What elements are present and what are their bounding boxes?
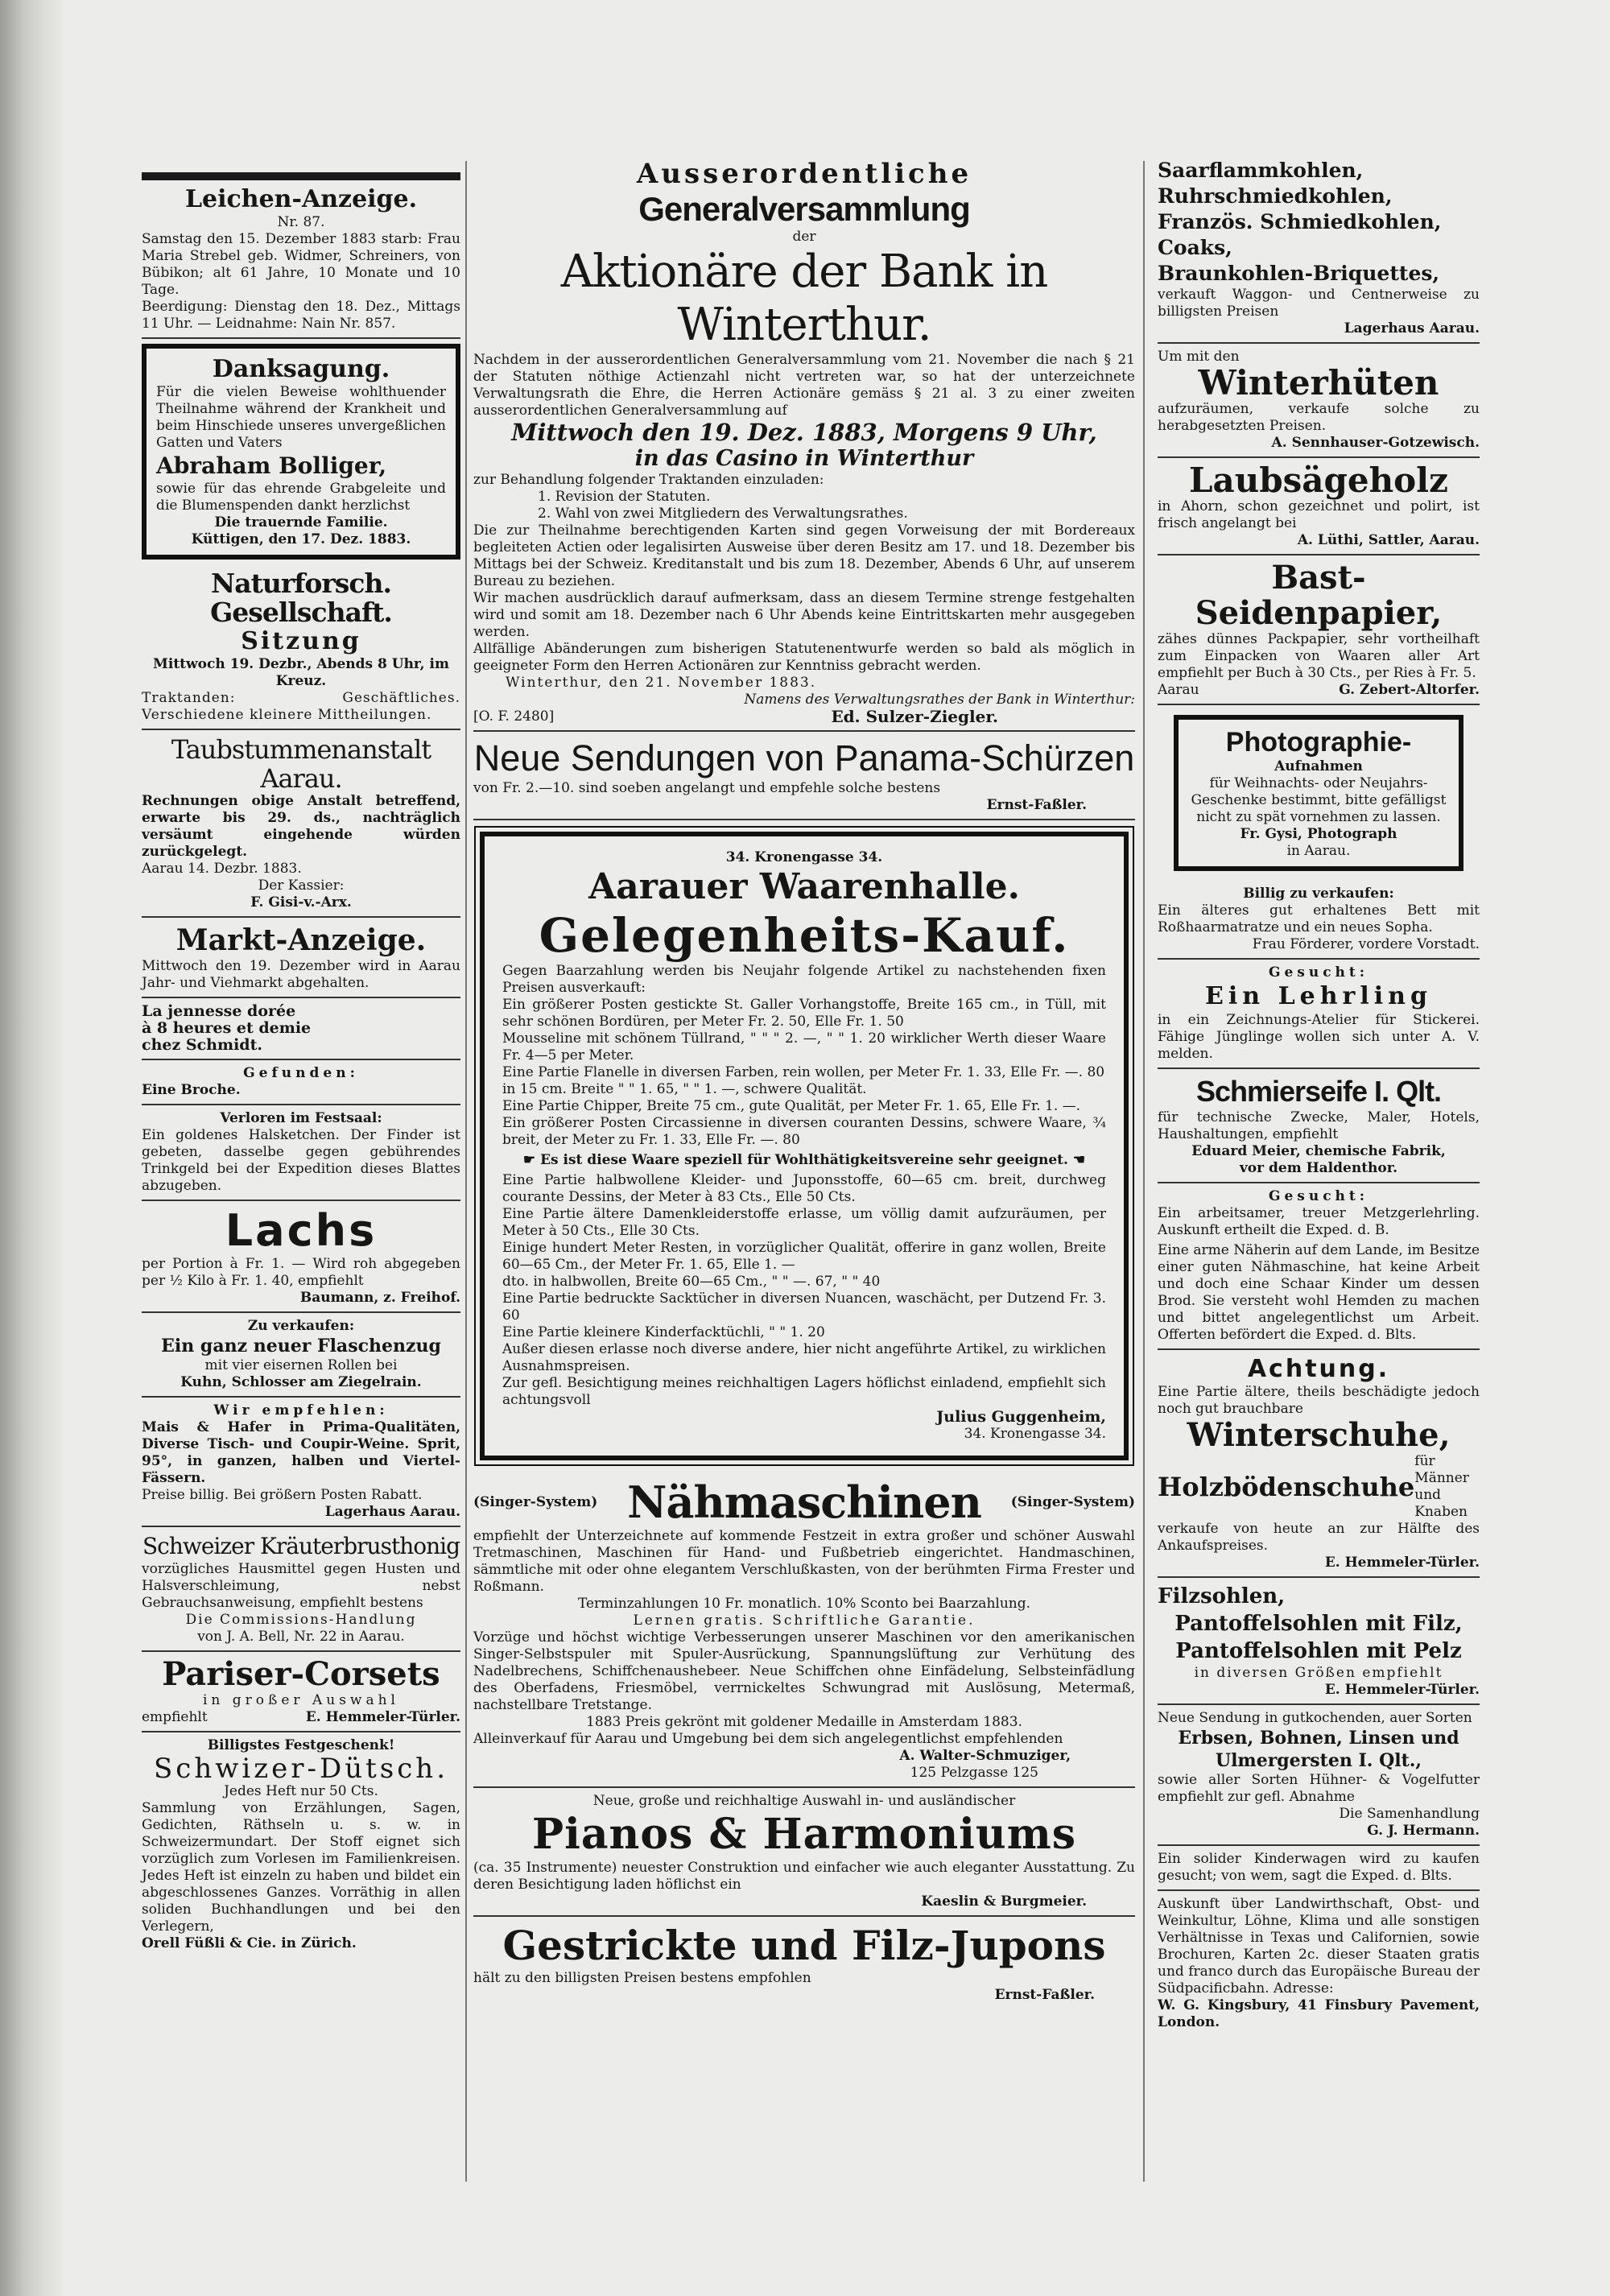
ad-text: Eine Partie ältere, theils beschädigte jedoch noch gut brauchbare bbox=[1158, 1384, 1480, 1417]
ad-signature: Baumann, z. Freihof. bbox=[299, 1290, 460, 1306]
ad-text: der bbox=[792, 229, 816, 245]
ad-jeunesse bbox=[142, 998, 460, 1060]
ad-title: Gesucht: bbox=[1268, 1188, 1369, 1204]
ad-address: 125 Pelzgasse 125 bbox=[910, 1765, 1038, 1781]
ad-tag: (Singer-System) bbox=[1010, 1493, 1135, 1510]
ad-signature: Kaeslin & Burgmeier. bbox=[921, 1893, 1087, 1910]
ad-role: Die Samenhandlung bbox=[1339, 1806, 1480, 1822]
heavy-rule bbox=[142, 172, 460, 180]
ad-place: Aarau bbox=[1158, 682, 1199, 698]
ad-schwizer-duetsch bbox=[142, 1732, 460, 1957]
ad-headline: Ein Lehrling bbox=[1205, 982, 1432, 1010]
ad-headline: Filzsohlen, bbox=[1158, 1584, 1286, 1608]
ad-text: für Männer und Knaben bbox=[1414, 1453, 1469, 1520]
ad-text: mit vier eisernen Rollen bei bbox=[204, 1357, 398, 1373]
ad-address: vor dem Haldenthor. bbox=[1239, 1160, 1398, 1176]
offer-line: Einige hundert Meter Resten, in vorzüglicher Qualität, offerire in ganz wollen, Breite 60—65 Cm., der Meter Fr. 1. 65, Elle 1. — bbox=[502, 1240, 1106, 1273]
ad-signature: G. J. Hermann. bbox=[1367, 1823, 1480, 1839]
ad-text: empfiehlt bbox=[142, 1709, 208, 1725]
ad-address: 34. Kronengasse 34. bbox=[725, 849, 883, 865]
ad-date: in das Casino in Winterthur bbox=[634, 446, 974, 471]
ad-signature: Lagerhaus Aarau. bbox=[324, 1504, 460, 1520]
ad-signature: Ed. Sulzer-Ziegler. bbox=[831, 707, 998, 726]
ad-number: Nr. 87. bbox=[277, 214, 325, 230]
ad-text: Ein arbeitsamer, treuer Metzgerlehrling. Auskunft ertheilt die Exped. d. B. bbox=[1158, 1205, 1480, 1238]
offer-line: Ein größerer Posten Circassienne in diversen couranten Dessins, schwere Waare, ¾ breit, der Meter zu Fr. 1. 33, Elle Fr. —. 80 bbox=[502, 1115, 1106, 1148]
ad-title: Photographie- bbox=[1225, 727, 1412, 758]
ad-winterhueten bbox=[1158, 344, 1480, 458]
ad-photographie bbox=[1174, 715, 1463, 871]
ad-signature: Kuhn, Schlosser am Ziegelrain. bbox=[180, 1374, 422, 1390]
ad-date: Mittwoch den 19. Dez. 1883, Morgens 9 Uhr, bbox=[511, 419, 1097, 446]
ad-text: Wir machen ausdrücklich darauf aufmerksam, dass an diesem Termine strenge festgehalten wird und somit am 18. Dezember nach 6 Uhr Abends keine Eintrittskarten mehr ausgegeben werden. bbox=[473, 590, 1135, 640]
ad-signature: F. Gisi-v.-Arx. bbox=[250, 894, 352, 911]
ad-title: Billigstes Festgeschenk! bbox=[207, 1737, 395, 1753]
ad-role: Der Kassier: bbox=[258, 878, 345, 894]
ad-text: Ein solider Kinderwagen wird zu kaufen gesucht; von wem, sagt die Exped. d. Blts. bbox=[1158, 1851, 1480, 1884]
ad-code: [O. F. 2480] bbox=[473, 708, 555, 725]
ad-panama bbox=[473, 732, 1135, 820]
ad-signature: A. Walter-Schmuziger, bbox=[899, 1748, 1071, 1764]
ad-gefunden bbox=[142, 1060, 460, 1105]
ad-markt bbox=[142, 918, 460, 998]
ad-title: Leichen-Anzeige. bbox=[184, 185, 418, 213]
ad-title: Gefunden: bbox=[243, 1065, 359, 1081]
offer-list bbox=[502, 997, 1106, 1149]
right-column bbox=[1158, 153, 1480, 2036]
ad-lagerhaus bbox=[142, 1398, 460, 1527]
ad-list-item: 2. Wahl von zwei Mitgliedern des Verwaltungsrathes. bbox=[538, 506, 908, 522]
ad-title: Generalversammlung bbox=[638, 190, 970, 228]
ad-headline: Schwizer-Dütsch. bbox=[154, 1753, 448, 1785]
column-rule bbox=[1143, 161, 1145, 2182]
ad-kohlen bbox=[1158, 153, 1480, 344]
ad-title: Pianos & Harmoniums bbox=[531, 1810, 1077, 1859]
ad-pianos bbox=[473, 1788, 1135, 1917]
ad-headline: Pantoffelsohlen mit Pelz bbox=[1175, 1639, 1462, 1663]
center-column bbox=[473, 153, 1135, 2009]
ad-text: verkauft Waggon- und Centnerweise zu billigsten Preisen bbox=[1158, 287, 1480, 320]
ad-corsets bbox=[142, 1652, 460, 1732]
offer-line: Eine Partie halbwollene Kleider- und Juponsstoffe, 60—65 cm. breit, durchweg courante Dessins, der Meter à 83 Cts., Elle 50 Cts. bbox=[502, 1172, 1106, 1205]
ad-naehmaschinen bbox=[473, 1472, 1135, 1788]
ad-signature: Julius Guggenheim, bbox=[936, 1408, 1106, 1426]
ad-bast-seidenpapier bbox=[1158, 555, 1480, 705]
ad-headline: Erbsen, Bohnen, Linsen und bbox=[1178, 1728, 1459, 1749]
offer-line: Eine Partie kleinere Kinderfacktüchli, " " 1. 20 bbox=[502, 1324, 825, 1340]
ad-title: Schweizer Kräuterbrusthonig bbox=[142, 1533, 460, 1559]
ad-place-date: Aarau 14. Dezbr. 1883. bbox=[142, 861, 302, 877]
ad-title: Schmierseife I. Qlt. bbox=[1195, 1075, 1442, 1108]
ad-signature: E. Hemmeler-Türler. bbox=[1324, 1682, 1480, 1698]
ad-title: Aktionäre der Bank in Winterthur. bbox=[560, 246, 1048, 351]
ad-text: Neue Sendung in gutkochenden, auer Sorten bbox=[1158, 1710, 1472, 1726]
ad-signature: von J. A. Bell, Nr. 22 in Aarau. bbox=[197, 1629, 405, 1645]
ad-title: Markt-Anzeige. bbox=[175, 923, 427, 957]
ad-price: Jedes Heft nur 50 Cts. bbox=[224, 1783, 378, 1799]
ad-text: in Ahorn, schon gezeichnet und polirt, ist frisch angelangt bei bbox=[1158, 498, 1480, 531]
ad-list-item: Braunkohlen-Briquettes, bbox=[1158, 262, 1440, 285]
ad-text: Die zur Theilnahme berechtigenden Karten sind gegen Vorweisung der mit Bordereaux begleiteten Actien oder legalisirten Ausweise über deren Besitz am 17. und 18. Dezember bis Mittags bei der Schweiz. Kreditanstalt und bis zum 18. Dezember, Abends 6 Uhr, auf unserem Bureau zu beziehen. bbox=[473, 522, 1135, 589]
ad-text: verkaufe von heute an zur Hälfte des Ankaufspreises. bbox=[1158, 1521, 1480, 1554]
ad-lehrling bbox=[1158, 960, 1480, 1069]
ad-title: Wir empfehlen: bbox=[213, 1402, 389, 1418]
ad-waarenhalle bbox=[480, 832, 1129, 1460]
ad-verloren bbox=[142, 1105, 460, 1201]
ad-list-item: Saarflammkohlen, bbox=[1158, 159, 1364, 182]
ad-filzsohlen bbox=[1158, 1578, 1480, 1705]
ad-text: empfiehlt der Unterzeichnete auf kommende Festzeit in extra großer und schöner Auswahl Tretmaschinen, Maschinen für Hand- und Fußbetrieb eingerichtet. Handmaschinen, sämmtliche mit oder ohne elegantem Verschlußkasten, von der berühmten Firma Frester und Roßmann. bbox=[473, 1528, 1135, 1595]
ad-text: Auskunft über Landwirthschaft, Obst- und Weinkultur, Löhne, Klima und alle sonstigen Verhältnisse in Texas und Californien, sowie Brochuren, Karten 2c. dieser Staaten gratis und franco durch das Europäische Bureau der Südpacificbahn. Adresse: bbox=[1158, 1896, 1480, 1997]
ad-signature: W. G. Kingsbury, 41 Finsbury Pavement, London. bbox=[1158, 1997, 1480, 2030]
ad-signature: Orell Füßli & Cie. in Zürich. bbox=[142, 1935, 357, 1951]
ad-jupons bbox=[473, 1917, 1135, 2009]
ad-leichen-anzeige bbox=[142, 153, 460, 339]
ad-headline: Winterschuhe, bbox=[1187, 1416, 1451, 1454]
ad-text: Eine arme Näherin auf dem Lande, im Besitze einer guten Nähmaschine, hat keine Arbeit und doch eine Schaar Kinder um dessen Brod. Sie versteht wohl Hemden zu machen und bittet angelegentlichst um Arbeit. Offerten befördert die Exped. d. Blts. bbox=[1158, 1242, 1480, 1343]
ad-text: von Fr. 2.—10. sind soeben angelangt und empfehle solche bestens bbox=[473, 780, 941, 796]
ad-subtitle: Sitzung bbox=[241, 627, 361, 655]
ad-place-date: Winterthur, den 21. November 1883. bbox=[506, 675, 817, 691]
ad-text: Nachdem in der ausserordentlichen Generalversammlung vom 21. November die nach § 21 der Statuten nöthige Actienzahl nicht vertreten war, so hat der unterzeichnete Verwaltungsrath die Ehre, die Herren Actionäre gemäss § 21 al. 3 zu einer zweiten ausserordentlichen Generalversammlung auf bbox=[473, 352, 1135, 419]
ad-text: Für die vielen Beweise wohlthuender Theilnahme während der Krankheit und beim Hinschiede unseres unvergeßlichen Gatten und Vaters bbox=[156, 384, 446, 451]
ad-text: Um mit den bbox=[1158, 349, 1240, 365]
ad-headline: Gelegenheits-Kauf. bbox=[539, 908, 1070, 963]
ad-signature: E. Hemmeler-Türler. bbox=[305, 1709, 460, 1725]
ad-text: Beerdigung: Dienstag den 18. Dez., Mittags 11 Uhr. — Leidnahme: Nain Nr. 857. bbox=[142, 299, 460, 332]
ad-text: Ein älteres gut erhaltenes Bett mit Roßhaarmatratze und ein neues Sopha. bbox=[1158, 902, 1480, 935]
ad-text: Terminzahlungen 10 Fr. monatlich. 10% Sconto bei Baarzahlung. bbox=[577, 1596, 1031, 1612]
ad-text: sowie aller Sorten Hühner- & Vogelfutter empfiehlt zur gefl. Abnahme bbox=[1158, 1772, 1480, 1805]
offer-list bbox=[502, 1172, 1106, 1375]
ad-text: Mais & Hafer in Prima-Qualitäten, Diverse Tisch- und Coupir-Weine. Sprit, 95°, in ganzen, halben und Viertel-Fässern. bbox=[142, 1419, 460, 1486]
ad-title: Taubstummenanstalt Aarau. bbox=[171, 734, 431, 794]
ad-list-item: Französ. Schmiedkohlen, bbox=[1158, 210, 1442, 233]
ad-erbsen bbox=[1158, 1705, 1480, 1846]
ad-text: Gegen Baarzahlung werden bis Neujahr folgende Artikel zu nachstehenden fixen Preisen ausverkauft: bbox=[502, 963, 1106, 996]
ad-address: 34. Kronengasse 34. bbox=[964, 1426, 1106, 1442]
column-rule bbox=[465, 161, 467, 2182]
ad-text: Lernen gratis. Schriftliche Garantie. bbox=[633, 1613, 976, 1629]
ad-text: per Portion à Fr. 1. — Wird roh abgegeben per ½ Kilo à Fr. 1. 40, empfiehlt bbox=[142, 1256, 460, 1289]
ad-list-item: Ruhrschmiedkohlen, bbox=[1158, 184, 1393, 208]
ad-achtung bbox=[1158, 1350, 1480, 1578]
ad-title: Winterhüten bbox=[1198, 363, 1439, 403]
ad-danksagung bbox=[142, 344, 460, 560]
ad-text: Vorzüge und höchst wichtige Verbesserungen unserer Maschinen vor den amerikanischen Singer-Selbstspuler mit Spuler-Ausrückung, Spannungslüftung zur Verhütung des Nadelbrechens, Schiffchenaushebeer. Neue Schiffchen ohne Einfädelung, Selbsteinfädlung des Oberfadens, Friesmöbel, verrnickeltes Schwungrad mit Auslösung, Metermaß, nachstellbare Tretstange. bbox=[473, 1629, 1135, 1713]
ad-headline: Pantoffelsohlen mit Filz, bbox=[1174, 1612, 1463, 1636]
ad-text: Zur gefl. Besichtigung meines reichhaltigen Lagers höflichst einladend, empfiehlt sich achtungsvoll bbox=[502, 1375, 1106, 1408]
ad-text: 1883 Preis gekrönt mit goldener Medaille in Amsterdam 1883. bbox=[586, 1714, 1022, 1730]
ad-notice bbox=[502, 1152, 1106, 1169]
pointing-hand-icon: ☛ bbox=[522, 1152, 541, 1168]
ad-line: La jennesse dorée bbox=[142, 1002, 296, 1020]
ad-text: Mittwoch den 19. Dezember wird in Aarau Jahr- und Viehmarkt abgehalten. bbox=[142, 958, 460, 991]
ad-text: vorzügliches Hausmittel gegen Husten und Halsverschleimung, nebst Gebrauchsanweisung, empfiehlt bestens bbox=[142, 1561, 460, 1611]
ad-signature: Eduard Meier, chemische Fabrik, bbox=[1191, 1143, 1446, 1159]
ad-text: Sammlung von Erzählungen, Sagen, Gedichten, Räthseln u. s. w. in Schweizermundart. Der Stoff eignet sich vorzüglich zum Vorlesen im Familienkreisen. Jedes Heft ist einzeln zu haben und bildet ein abgeschlossenes Ganzes. Vorräthig in allen soliden Buchhandlungen und bei den Verlegern, bbox=[142, 1800, 460, 1935]
ad-kinderwagen bbox=[1158, 1846, 1480, 1891]
ad-bank-winterthur bbox=[473, 153, 1135, 732]
ad-signature: Fr. Gysi, Photograph bbox=[1240, 826, 1397, 842]
offer-line: dto. in halbwollen, Breite 60—65 Cm., " " —. 67, " " 40 bbox=[502, 1274, 881, 1290]
ad-text: Preise billig. Bei größern Posten Rabatt. bbox=[142, 1487, 423, 1503]
ad-gesucht bbox=[1158, 1183, 1480, 1350]
ad-text: Alleinverkauf für Aarau und Umgebung bei dem sich angelegentlichst empfehlenden bbox=[473, 1731, 1063, 1747]
ad-text: hält zu den billigsten Preisen bestens empfohlen bbox=[473, 1970, 811, 1986]
ad-text: sowie für das ehrende Grabgeleite und die Blumenspenden dankt herzlichst bbox=[156, 481, 446, 514]
ad-title: Aarauer Waarenhalle. bbox=[588, 866, 1020, 907]
ad-signature: Frau Förderer, vordere Vorstadt. bbox=[1252, 936, 1480, 952]
ad-lachs bbox=[142, 1201, 460, 1313]
ad-signature: G. Zebert-Altorfer. bbox=[1339, 682, 1480, 698]
ad-place-date: Küttigen, den 17. Dez. 1883. bbox=[191, 531, 411, 547]
ad-title: Neue Sendungen von Panama-Schürzen bbox=[473, 737, 1135, 778]
ad-text: in ein Zeichnungs-Atelier für Stickerei. Fähige Jünglinge wollen sich unter A. V. melden. bbox=[1158, 1012, 1480, 1062]
ad-place: in Aarau. bbox=[1286, 843, 1351, 859]
ad-auskunft-texas bbox=[1158, 1891, 1480, 2036]
ad-line: chez Schmidt. bbox=[142, 1036, 262, 1054]
person-name: Abraham Bolliger, bbox=[156, 452, 387, 479]
notice-text: Es ist diese Waare speziell für Wohlthätigkeitsvereine sehr geeignet. bbox=[540, 1152, 1068, 1168]
book-spine bbox=[0, 0, 63, 2296]
ad-text: Die Commissions-Handlung bbox=[185, 1612, 417, 1628]
ad-text: zähes dünnes Packpapier, sehr vortheilhaft zum Einpacken von Waaren aller Art empfiehlt per Buch à 30 Cts., per Ries à Fr. 5. bbox=[1158, 631, 1480, 681]
ad-text: Namens des Verwaltungsrathes der Bank in Winterthur: bbox=[744, 692, 1135, 708]
ad-billig bbox=[1158, 881, 1480, 960]
ad-text: Samstag den 15. Dezember 1883 starb: Frau Maria Strebel geb. Widmer, Schreiners, von Bübikon; alt 61 Jahre, 10 Monate und 10 Tage. bbox=[142, 231, 460, 298]
ad-signature: A. Sennhauser-Gotzewisch. bbox=[1271, 435, 1480, 451]
ad-title: Lachs bbox=[225, 1205, 378, 1256]
offer-line: Eine Partie bedruckte Sacktücher in diversen Nuancen, waschächt, per Dutzend Fr. 3. 60 bbox=[502, 1290, 1106, 1324]
ad-subtitle: Aufnahmen bbox=[1274, 758, 1363, 774]
ad-text: für technische Zwecke, Maler, Hotels, Haushaltungen, empfiehlt bbox=[1158, 1109, 1480, 1142]
ad-kraeuterhonig bbox=[142, 1527, 460, 1652]
ad-text: Mittwoch 19. Dezbr., Abends 8 Uhr, im Kreuz. bbox=[153, 656, 449, 689]
offer-line: Eine Partie Chipper, Breite 75 cm., gute Qualität, per Meter Fr. 1. 65, Elle Fr. 1. —. bbox=[502, 1098, 1081, 1114]
offer-line: Eine Partie ältere Damenkleiderstoffe erlasse, um völlig damit aufzuräumen, per Meter à 50 Cts., Elle 30 Cts. bbox=[502, 1206, 1106, 1239]
ad-text: Neue, große und reichhaltige Auswahl in- und ausländischer bbox=[592, 1793, 1016, 1809]
ad-text: zur Behandlung folgender Traktanden einzuladen: bbox=[473, 472, 824, 488]
ad-text: in diversen Größen empfiehlt bbox=[1194, 1665, 1443, 1681]
pointing-hand-icon: ☚ bbox=[1067, 1152, 1086, 1168]
ad-text: Rechnungen obige Anstalt betreffend, erwarte bis 29. ds., nachträglich versäumt eingehende würden zurückgelegt. bbox=[142, 793, 460, 860]
ad-text: Eine Broche. bbox=[142, 1082, 241, 1098]
ad-text: Allfällige Abänderungen zum bisherigen Statutenentwurfe werden so bald als möglich in geeigneter Form den Herren Actionären zur Kenntniss gebracht werden. bbox=[473, 641, 1135, 674]
ad-title: Achtung. bbox=[1247, 1355, 1390, 1383]
ad-signature: Lagerhaus Aarau. bbox=[1344, 320, 1480, 337]
offer-line: Ein größerer Posten gestickte St. Galler Vorhangstoffe, Breite 165 cm., in Tüll, mit sehr schönen Bordüren, per Meter Fr. 2. 50, Elle Fr. 1. 50 bbox=[502, 997, 1106, 1030]
ad-naturforsch bbox=[142, 564, 460, 730]
ad-title: Pariser-Corsets bbox=[162, 1655, 440, 1693]
ad-text: in großer Auswahl bbox=[202, 1692, 399, 1708]
ad-signature: Die trauernde Familie. bbox=[214, 514, 388, 531]
ad-title: Zu verkaufen: bbox=[247, 1318, 355, 1334]
ad-list-item: Coaks, bbox=[1158, 236, 1232, 259]
ad-text: Ein goldenes Halsketchen. Der Finder ist gebeten, dasselbe gegen gebührendes Trinkgeld bei der Expedition dieses Blattes abzugeben. bbox=[142, 1127, 460, 1194]
ad-title: Billig zu verkaufen: bbox=[1243, 886, 1394, 902]
ad-list-item: 1. Revision der Statuten. bbox=[538, 489, 711, 505]
ad-title: Danksagung. bbox=[212, 355, 390, 383]
ad-tag: (Singer-System) bbox=[473, 1493, 598, 1510]
ad-title: Gestrickte und Filz-Jupons bbox=[502, 1922, 1106, 1969]
ad-text: aufzuräumen, verkaufe solche zu herabgesetzten Preisen. bbox=[1158, 401, 1480, 434]
ad-headline: Ulmergersten I. Qlt., bbox=[1215, 1750, 1422, 1771]
ad-headline: Holzbödenschuhe bbox=[1158, 1472, 1415, 1502]
ad-title: Bast- Seidenpapier, bbox=[1195, 559, 1443, 632]
ad-headline: Ein ganz neuer Flaschenzug bbox=[161, 1336, 441, 1357]
ad-taubstummen bbox=[142, 730, 460, 918]
ad-title: Ausserordentliche bbox=[636, 158, 972, 190]
offer-line: Außer diesen erlasse noch diverse andere, hier nicht angeführte Artikel, zu wirklichen Ausnahmspreisen. bbox=[502, 1341, 1106, 1374]
offer-line: in 15 cm. Breite " " 1. 65, " " 1. —, schwere Qualität. bbox=[502, 1081, 867, 1097]
ad-schmierseife bbox=[1158, 1069, 1480, 1183]
ad-signature: Ernst-Faßler. bbox=[986, 797, 1087, 813]
ad-flaschenzug bbox=[142, 1313, 460, 1398]
ad-title: Nähmaschinen bbox=[627, 1476, 981, 1528]
left-column bbox=[142, 153, 460, 1957]
ad-text: (ca. 35 Instrumente) neuester Construktion und einfacher wie auch eleganter Ausstattung. Zu deren Besichtigung laden höflichst ein bbox=[473, 1860, 1135, 1893]
ad-title: Naturforsch. Gesellschaft. bbox=[210, 568, 392, 628]
ad-title: Verloren im Festsaal: bbox=[220, 1110, 382, 1126]
offer-line: Eine Partie Flanelle in diversen Farben, rein wollen, per Meter Fr. 1. 33, Elle Fr. —. 80 bbox=[502, 1064, 1105, 1080]
offer-line: Mousseline mit schönem Tüllrand, " " " 2. —, " " 1. 20 wirklicher Werth dieser Waare Fr. 4—5 per Meter. bbox=[502, 1030, 1106, 1063]
ad-text: Traktanden: Geschäftliches. Verschiedene kleinere Mittheilungen. bbox=[142, 690, 460, 723]
ad-signature: Ernst-Faßler. bbox=[994, 1987, 1095, 2003]
ad-signature: E. Hemmeler-Türler. bbox=[1324, 1555, 1480, 1571]
ad-title: Gesucht: bbox=[1268, 964, 1369, 981]
ad-text: für Weihnachts- oder Neujahrs-Geschenke bestimmt, bitte gefälligst nicht zu spät vornehmen zu lassen. bbox=[1191, 775, 1447, 825]
ad-title: Laubsägeholz bbox=[1189, 460, 1448, 500]
ad-signature: A. Lüthi, Sattler, Aarau. bbox=[1297, 532, 1480, 548]
ad-laubsaegeholz bbox=[1158, 458, 1480, 555]
ad-line: à 8 heures et demie bbox=[142, 1019, 312, 1037]
